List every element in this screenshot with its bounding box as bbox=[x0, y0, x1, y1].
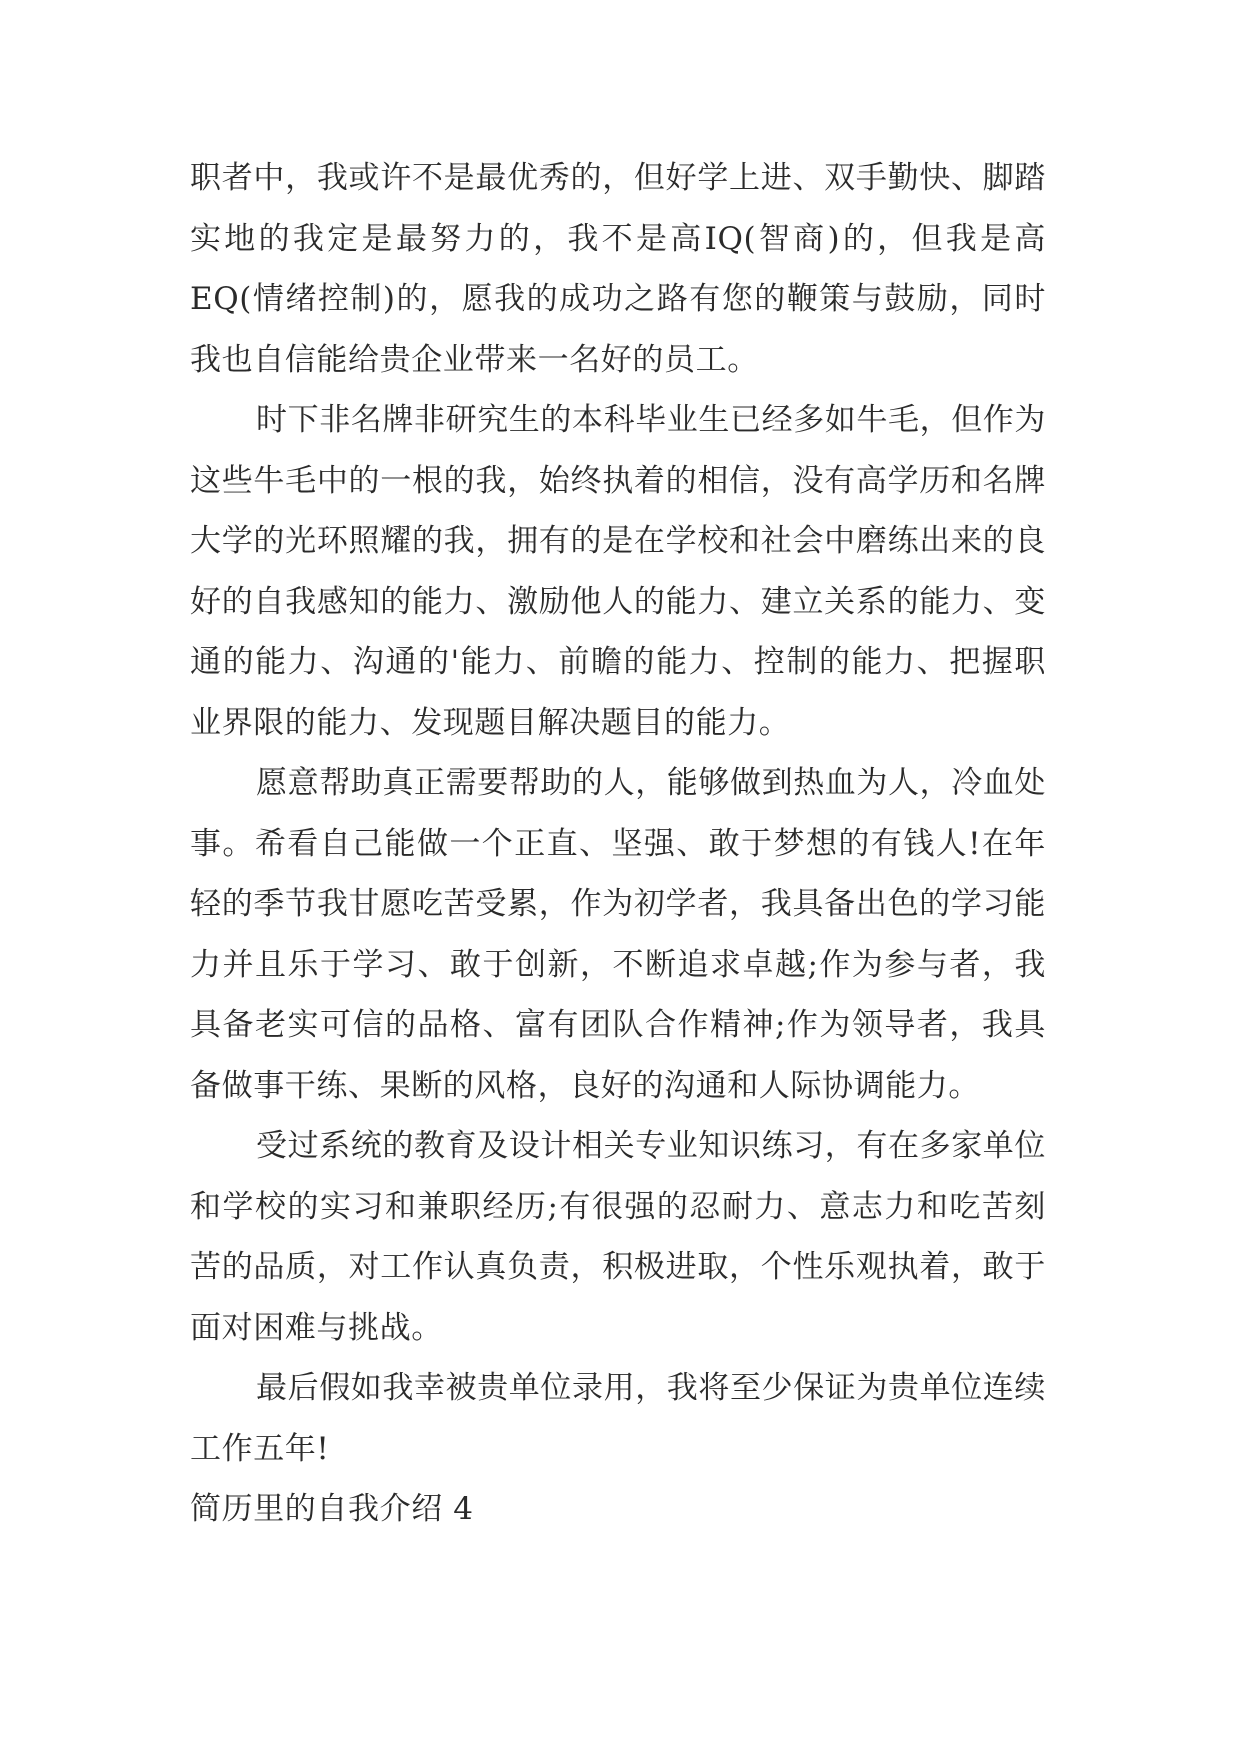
paragraph-experience: 受过系统的教育及设计相关专业知识练习，有在多家单位和学校的实习和兼职经历;有很强的忍耐力、意志力和吃苦刻苦的品质，对工作认真负责，积极进取，个性乐观执着，敢于面对困难与挑战。 bbox=[190, 1128, 1046, 1346]
paragraph-continued: 职者中，我或许不是最优秀的，但好学上进、双手勤快、脚踏实地的我定是最努力的，我不是高IQ(智商)的，但我是高EQ(情绪控制)的，愿我的成功之路有您的鞭策与鼓励，同时我也自信能给贵企业带来一名好的员工。 bbox=[190, 160, 1046, 378]
paragraph-personal-qualities: 愿意帮助真正需要帮助的人，能够做到热血为人，冷血处事。希看自己能做一个正直、坚强、敢于梦想的有钱人!在年轻的季节我甘愿吃苦受累，作为初学者，我具备出色的学习能力并且乐于学习、敢于创新，不断追求卓越;作为参与者，我具备老实可信的品格、富有团队合作精神;作为领导者，我具备做事干练、果断的风格，良好的沟通和人际协调能力。 bbox=[190, 765, 1046, 1104]
document-body bbox=[190, 148, 1046, 1540]
paragraph-commitment: 最后假如我幸被贵单位录用，我将至少保证为贵单位连续工作五年! bbox=[190, 1370, 1046, 1467]
paragraph-education-background: 时下非名牌非研究生的本科毕业生已经多如牛毛，但作为这些牛毛中的一根的我，始终执着的相信，没有高学历和名牌大学的光环照耀的我，拥有的是在学校和社会中磨练出来的良好的自我感知的能力、激励他人的能力、建立关系的能力、变通的能力、沟通的'能力、前瞻的能力、控制的能力、把握职业界限的能力、发现题目解决题目的能力。 bbox=[190, 402, 1046, 741]
section-heading: 简历里的自我介绍 4 bbox=[190, 1491, 474, 1527]
